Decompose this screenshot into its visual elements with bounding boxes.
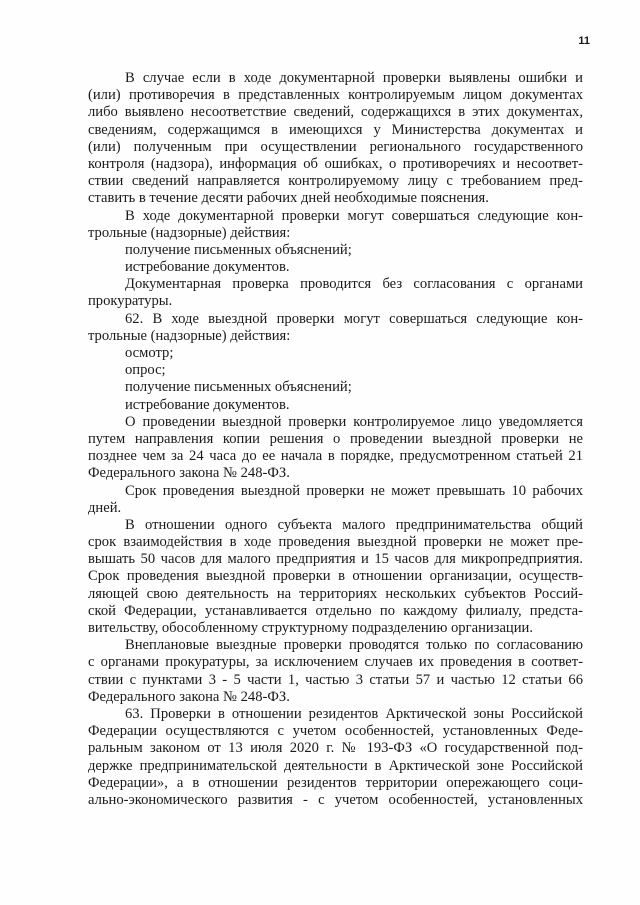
text-line: прокуратуры. <box>88 293 173 310</box>
text-line: получение письменных объяснений; <box>125 241 352 258</box>
text-line: держке предпринимательской деятельности в Арктической зоне Российской <box>88 757 583 774</box>
text-line: дней. <box>88 499 122 516</box>
text-line: ствии с пунктами 3 - 5 части 1, частью 3 статьи 57 и частью 12 статьи 66 <box>88 671 583 688</box>
text-line: ральным законом от 13 июля 2020 г. № 193-ФЗ «О государственной под- <box>88 740 583 757</box>
document-body <box>88 70 583 809</box>
text-line: с органами прокуратуры, за исключением случаев их проведения в соответ- <box>88 654 583 671</box>
text-line: ляющей свою деятельность на территориях нескольких субъектов Россий- <box>88 585 583 602</box>
text-line: сведениям, содержащимся в имеющихся у Министерства документах и <box>88 121 583 138</box>
text-line: ально-экономического развития - с учетом особенностей, установленных <box>88 791 583 808</box>
text-line: трольные (надзорные) действия: <box>88 224 291 241</box>
text-line: срок взаимодействия в ходе проведения выездной проверки не может пре- <box>88 534 583 551</box>
text-line: ствии сведений направляется контролируемому лицу с требованием пред- <box>88 173 583 190</box>
text-line: Внеплановые выездные проверки проводятся только по согласованию <box>125 637 583 654</box>
text-line: трольные (надзорные) действия: <box>88 327 291 344</box>
text-line: 62. В ходе выездной проверки могут совершаться следующие кон- <box>125 310 583 327</box>
text-line: Федерации осуществляются с учетом особенностей, установленных Феде- <box>88 723 583 740</box>
text-line: (или) противоречия в представленных контролируемым лицом документах <box>88 87 583 104</box>
text-line: (или) полученным при осуществлении регионального государственного <box>88 138 583 155</box>
text-line: Федерального закона № 248-ФЗ. <box>88 688 290 705</box>
text-line: получение письменных объяснений; <box>125 379 352 396</box>
text-line: осмотр; <box>125 345 174 361</box>
text-line: вышать 50 часов для малого предприятия и 15 часов для микропредприятия. <box>88 551 583 568</box>
text-line: истребование документов. <box>125 396 290 413</box>
text-line: О проведении выездной проверки контролируемое лицо уведомляется <box>125 413 583 430</box>
page-number: 11 <box>578 35 590 47</box>
text-line: ской Федерации, устанавливается отдельно по каждому филиалу, предста- <box>88 602 583 619</box>
text-line: Федерального закона № 248-ФЗ. <box>88 465 290 482</box>
text-line: ставить в течение десяти рабочих дней необходимые пояснения. <box>88 190 489 207</box>
text-line: В отношении одного субъекта малого предпринимательства общий <box>125 516 583 533</box>
text-line: 63. Проверки в отношении резидентов Арктической зоны Российской <box>125 705 583 722</box>
text-line: либо выявлено несоответствие сведений, содержащихся в этих документах, <box>88 104 583 121</box>
text-line: Федерации», а в отношении резидентов территории опережающего соци- <box>88 774 583 791</box>
text-line: путем направления копии решения о проведении выездной проверки не <box>88 430 583 447</box>
text-line: Срок проведения выездной проверки не может превышать 10 рабочих <box>125 482 583 499</box>
text-line: В ходе документарной проверки могут совершаться следующие кон- <box>125 207 583 224</box>
text-line: вительству, обособленному структурному подразделению организации. <box>88 620 534 636</box>
text-line: Срок проведения выездной проверки в отношении организации, осуществ- <box>88 568 583 585</box>
text-line: истребование документов. <box>125 259 290 276</box>
text-line: Документарная проверка проводится без согласования с органами <box>125 276 583 293</box>
text-line: опрос; <box>125 362 166 379</box>
text-line: позднее чем за 24 часа до ее начала в порядке, предусмотренном статьей 21 <box>88 448 583 465</box>
text-line: контроля (надзора), информация об ошибках, о противоречиях и несоответ- <box>88 155 583 172</box>
text-line: В случае если в ходе документарной проверки выявлены ошибки и <box>125 70 583 86</box>
